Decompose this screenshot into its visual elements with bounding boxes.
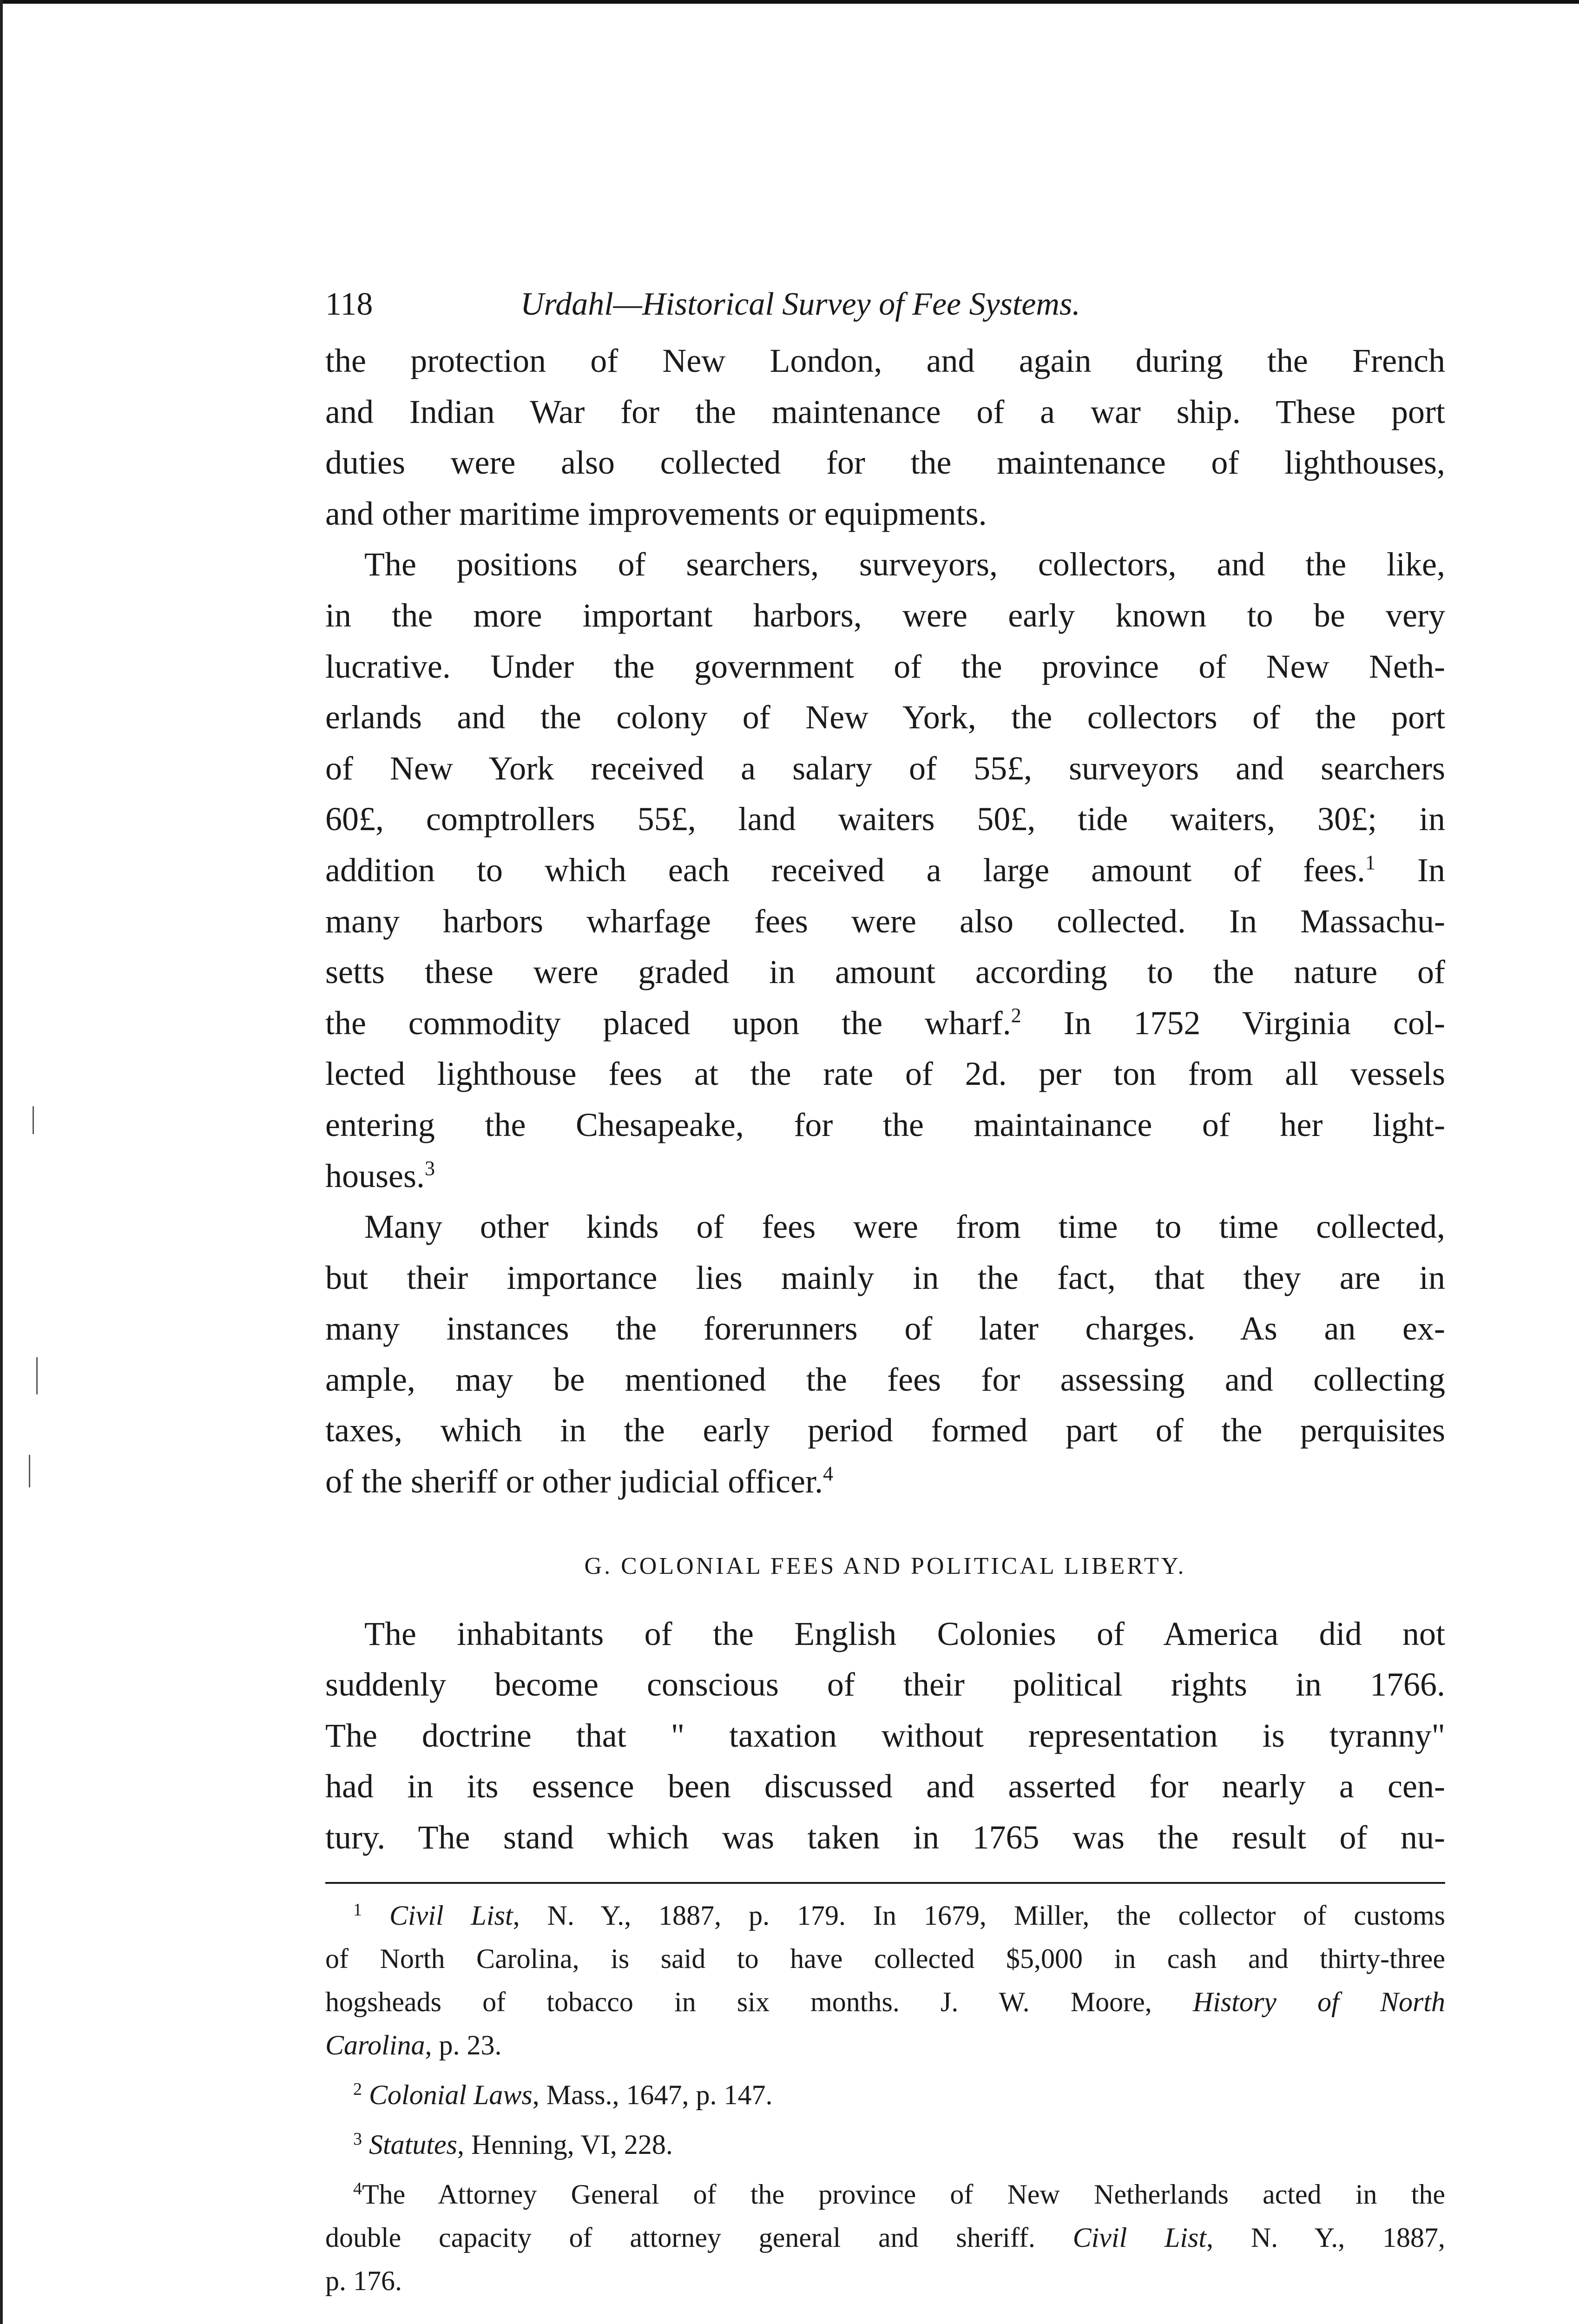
footnote-mark: 3 (353, 2129, 362, 2149)
text-segment: In (1375, 851, 1445, 889)
text-segment: the commodity placed upon the wharf. (325, 1004, 1011, 1042)
text-segment: double capacity of attorney general and sheriff. (325, 2222, 1073, 2253)
text-line: The positions of searchers, surveyors, collectors, and the like, (364, 546, 1445, 583)
page-edge-left (0, 0, 3, 2324)
text-segment: In 1752 Virginia col- (1021, 1004, 1445, 1042)
text-line: but their importance lies mainly in the fact, that they are in (325, 1259, 1445, 1296)
scan-mark (36, 1357, 38, 1394)
footnote-rule (325, 1882, 1445, 1884)
paragraph-4 (325, 1609, 1445, 1863)
running-head (325, 279, 1445, 330)
text-segment: , Mass., 1647, p. 147. (532, 2079, 773, 2110)
text-line: The doctrine that " taxation without representation is tyranny" (325, 1717, 1445, 1754)
footnote-4 (325, 2173, 1445, 2303)
text-line: and other maritime improvements or equipments. (325, 495, 987, 532)
text-segment: The Attorney General of the province of New Netherlands acted in the (362, 2179, 1445, 2210)
text-line: suddenly become conscious of their political rights in 1766. (325, 1666, 1445, 1703)
section-heading: G. COLONIAL FEES AND POLITICAL LIBERTY. (584, 1552, 1186, 1579)
paragraph-1 (325, 336, 1445, 539)
footnotes (325, 1894, 1445, 2303)
citation-title: Civil List (389, 1900, 513, 1931)
body-text (325, 336, 1445, 1863)
citation-title: Statutes (369, 2129, 457, 2160)
text-segment: houses. (325, 1157, 425, 1195)
footnote-line (325, 1894, 1445, 1937)
text-segment: , Henning, VI, 228. (457, 2129, 673, 2160)
footnote-1 (325, 1894, 1445, 2067)
text-line: tury. The stand which was taken in 1765 was the result of nu- (325, 1819, 1445, 1856)
text-line (325, 1456, 1445, 1507)
text-line: lucrative. Under the government of the province of New Neth- (325, 647, 1445, 685)
footnote-2 (325, 2073, 1445, 2117)
text-line: lected lighthouse fees at the rate of 2d. per ton from all vessels (325, 1055, 1445, 1093)
text-segment: hogsheads of tobacco in six months. J. W. Moore, (325, 1986, 1193, 2017)
footnote-line: of North Carolina, is said to have collected $5,000 in cash and thirty-three (325, 1943, 1445, 1974)
text-line: of New York received a salary of 55£, surveyors and searchers (325, 749, 1445, 787)
text-line: the protection of New London, and again during the French (325, 342, 1445, 379)
paragraph-2 (325, 539, 1445, 1202)
text-line (325, 1151, 1445, 1202)
text-line: duties were also collected for the maintenance of lighthouses, (325, 444, 1445, 482)
text-line: had in its essence been discussed and asserted for nearly a cen- (325, 1768, 1445, 1805)
page-edge-top (0, 0, 1579, 4)
footnote-line: p. 176. (325, 2265, 402, 2296)
footnote-3 (325, 2123, 1445, 2166)
footnote-line (325, 2216, 1445, 2259)
text-line: in the more important harbors, were early known to be very (325, 596, 1445, 634)
citation-title: Colonial Laws (369, 2079, 533, 2110)
scan-mark (29, 1455, 30, 1487)
text-line: 60£, comptrollers 55£, land waiters 50£, tide waiters, 30£; in (325, 800, 1445, 838)
paragraph-3 (325, 1202, 1445, 1507)
footnote-mark: 2 (353, 2079, 362, 2099)
text-line: ample, may be mentioned the fees for assessing and collecting (325, 1360, 1445, 1398)
running-title: Urdahl—Historical Survey of Fee Systems. (520, 286, 1080, 322)
text-line: many harbors wharfage fees were also collected. In Massachu- (325, 902, 1445, 940)
footnote-ref-2[interactable]: 2 (1011, 1004, 1021, 1027)
text-segment: , p. 23. (425, 2029, 502, 2060)
text-line: many instances the forerunners of later charges. As an ex- (325, 1310, 1445, 1347)
footnote-ref-3[interactable]: 3 (425, 1156, 435, 1180)
scan-mark (33, 1106, 34, 1134)
text-segment: , N. Y., 1887, (1206, 2222, 1446, 2253)
text-block (325, 279, 1445, 2309)
footnote-line (325, 2024, 1445, 2067)
text-line: setts these were graded in amount according to the nature of (325, 953, 1445, 991)
text-line: erlands and the colony of New York, the collectors of the port (325, 699, 1445, 736)
text-segment: , N. Y., 1887, p. 179. In 1679, Miller, the collector of customs (513, 1900, 1446, 1931)
text-segment: addition to which each received a large amount of fees. (325, 851, 1366, 889)
footnote-line (325, 2123, 1445, 2166)
text-line: The inhabitants of the English Colonies of America did not (364, 1615, 1445, 1652)
footnote-ref-4[interactable]: 4 (822, 1462, 833, 1486)
citation-title: Civil List (1072, 2222, 1207, 2253)
text-segment: of the sheriff or other judicial officer. (325, 1463, 823, 1500)
text-line: entering the Chesapeake, for the maintainance of her light- (325, 1106, 1445, 1143)
citation-title: Carolina (325, 2029, 425, 2060)
text-line (325, 845, 1445, 896)
text-line: taxes, which in the early period formed part of the perquisites (325, 1412, 1445, 1449)
page-number: 118 (325, 286, 373, 322)
footnote-line (325, 2073, 1445, 2117)
footnote-ref-1[interactable]: 1 (1365, 851, 1376, 874)
footnote-mark: 4 (353, 2179, 362, 2199)
text-line: Many other kinds of fees were from time to time collected, (364, 1208, 1445, 1246)
text-line: and Indian War for the maintenance of a war ship. These port (325, 393, 1445, 430)
text-line (325, 998, 1445, 1049)
footnote-line (325, 1981, 1445, 2024)
citation-title: History of North (1192, 1986, 1446, 2017)
footnote-mark: 1 (353, 1900, 362, 1920)
footnote-line (325, 2173, 1445, 2216)
